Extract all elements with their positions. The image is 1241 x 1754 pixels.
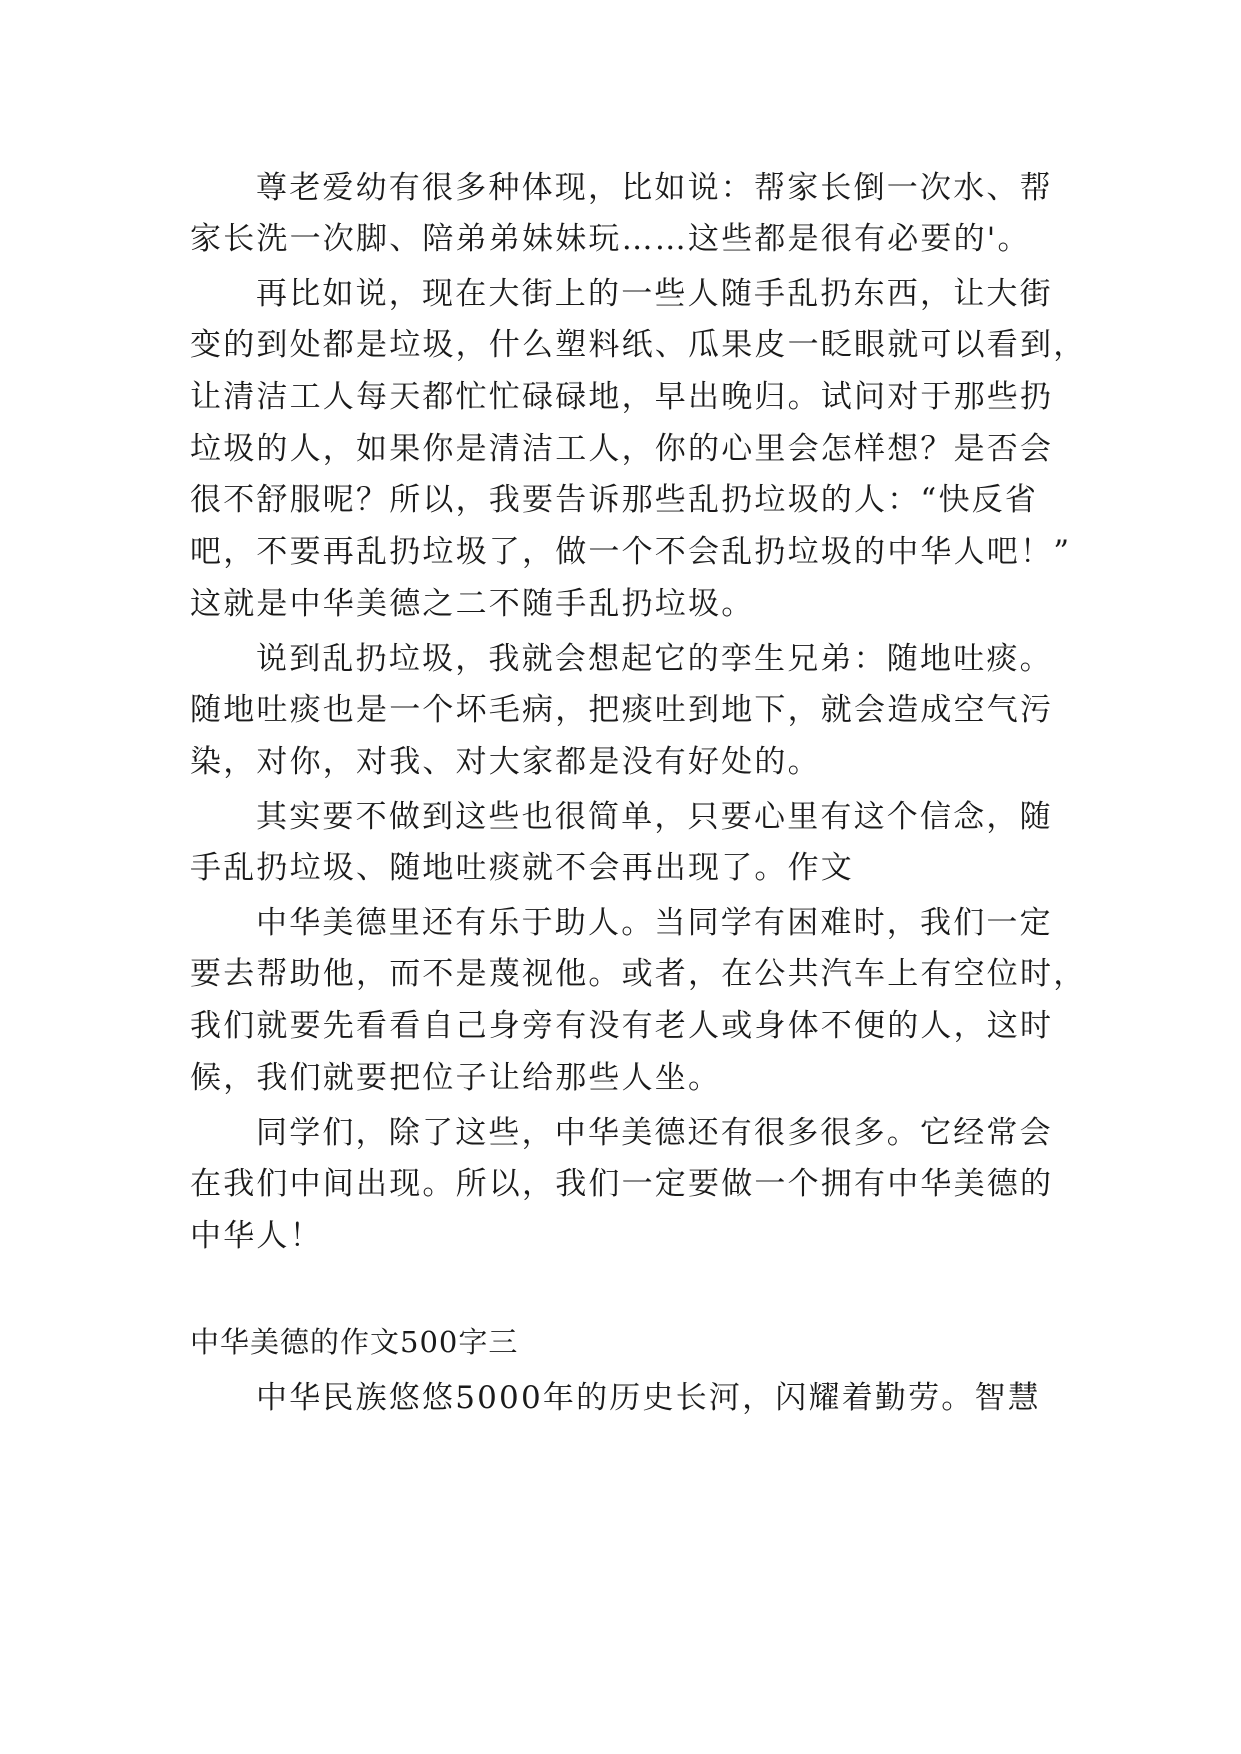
- paragraph-line: 这就是中华美德之二不随手乱扔垃圾。: [190, 586, 755, 622]
- paragraph-line: 手乱扔垃圾、随地吐痰就不会再出现了。作文: [190, 850, 854, 886]
- paragraph-line: 其实要不做到这些也很简单，只要心里有这个信念，随: [256, 799, 1053, 835]
- paragraph-line: 中华美德里还有乐于助人。当同学有困难时，我们一定: [256, 905, 1053, 941]
- paragraph-line: 同学们，除了这些，中华美德还有很多很多。它经常会: [256, 1115, 1053, 1151]
- paragraph-line: 染，对你，对我、对大家都是没有好处的。: [190, 744, 821, 780]
- paragraph-line: 垃圾的人，如果你是清洁工人，你的心里会怎样想？是否会: [190, 431, 1054, 467]
- paragraph-line: 再比如说，现在大街上的一些人随手乱扔东西，让大街: [256, 276, 1053, 312]
- paragraph-line: 变的到处都是垃圾，什么塑料纸、瓜果皮一眨眼就可以看到，: [190, 327, 1087, 363]
- paragraph-line: 随地吐痰也是一个坏毛病，把痰吐到地下，就会造成空气污: [190, 692, 1054, 728]
- paragraph-line: 中华人！: [190, 1218, 323, 1254]
- paragraph-line: 让清洁工人每天都忙忙碌碌地，早出晚归。试问对于那些扔: [190, 379, 1054, 415]
- paragraph-line: 说到乱扔垃圾，我就会想起它的孪生兄弟：随地吐痰。: [256, 641, 1053, 677]
- paragraph-line: 在我们中间出现。所以，我们一定要做一个拥有中华美德的: [190, 1166, 1054, 1202]
- paragraph-line: 吧，不要再乱扔垃圾了，做一个不会乱扔垃圾的中华人吧！”: [190, 534, 1072, 570]
- paragraph-line: 要去帮助他，而不是蔑视他。或者，在公共汽车上有空位时，: [190, 956, 1087, 992]
- paragraph-line: 家长洗一次脚、陪弟弟妹妹玩……这些都是很有必要的'。: [190, 221, 1031, 257]
- paragraph-line: 候，我们就要把位子让给那些人坐。: [190, 1060, 722, 1096]
- paragraph-line: 中华民族悠悠5000年的历史长河，闪耀着勤劳。智慧: [256, 1380, 1041, 1416]
- paragraph-line: 很不舒服呢？所以，我要告诉那些乱扔垃圾的人：“快反省: [190, 482, 1039, 518]
- section-heading: 中华美德的作文500字三: [190, 1325, 519, 1359]
- paragraph-line: 我们就要先看看自己身旁有没有老人或身体不便的人，这时: [190, 1008, 1054, 1044]
- paragraph-line: 尊老爱幼有很多种体现，比如说：帮家长倒一次水、帮: [256, 170, 1053, 206]
